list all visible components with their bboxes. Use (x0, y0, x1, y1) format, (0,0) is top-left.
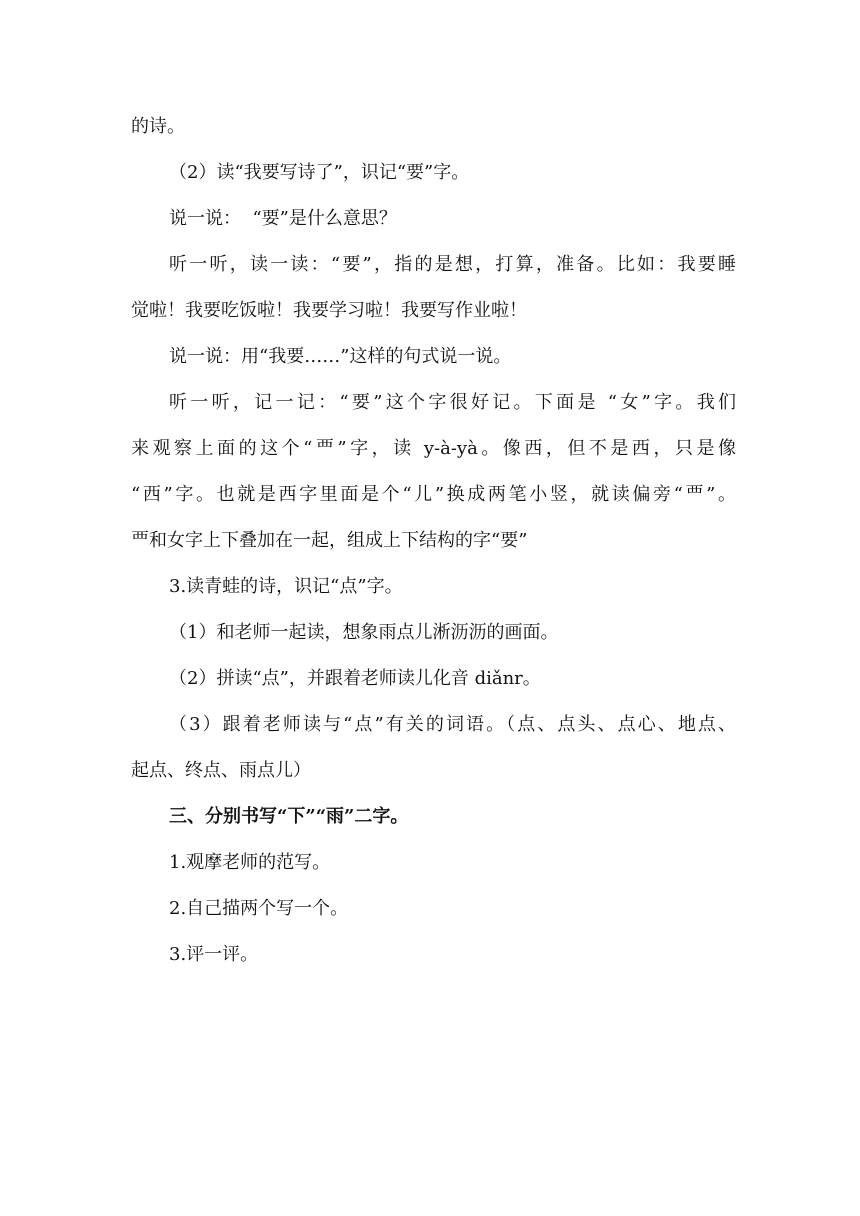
paragraph-line: （3）跟着老师读与“点”有关的词语。（点、点头、点心、地点、 (169, 714, 736, 735)
paragraph-line: “西”字。也就是西字里面是个“儿”换成两笔小竖，就读偏旁“覀”。 (131, 484, 736, 505)
paragraph-line: 说一说：用“我要……”这样的句式说一说。 (169, 346, 512, 367)
paragraph (131, 706, 736, 790)
paragraph-line: 2.自己描两个写一个。 (169, 898, 349, 919)
paragraph-line: 听一听，记一记：“要”这个字很好记。下面是 “女”字。我们 (169, 392, 736, 413)
paragraph-line: 3.读青蛙的诗，识记“点”字。 (169, 576, 403, 597)
paragraph-line: 觉啦！我要吃饭啦！我要学习啦！我要写作业啦！ (131, 300, 527, 321)
paragraph-line: 起点、终点、雨点儿） (131, 760, 311, 781)
paragraph-line: 1.观摩老师的范写。 (169, 852, 331, 873)
paragraph-line: 的诗。 (131, 116, 185, 137)
paragraph-line: 来观察上面的这个“覀”字，读 y-à-yà。像西，但不是西，只是像 (131, 438, 736, 459)
paragraph-line: 3.评一评。 (169, 944, 259, 965)
paragraph-line: （1）和老师一起读，想象雨点儿淅沥沥的画面。 (169, 622, 559, 643)
paragraph-line: （2）拼读“点”，并跟着老师读儿化音 diǎnr。 (169, 668, 541, 689)
paragraph-line: 听一听，读一读：“要”，指的是想，打算，准备。比如：我要睡 (169, 254, 736, 275)
section-heading: 三、分别书写“下”“雨”二字。 (169, 806, 409, 827)
paragraph-line: 说一说： “要”是什么意思？ (169, 208, 397, 229)
paragraph-line: 覀和女字上下叠加在一起，组成上下结构的字“要” (131, 530, 528, 551)
paragraph (131, 384, 736, 560)
document-page (131, 108, 736, 982)
paragraph-line: （2）读“我要写诗了”，识记“要”字。 (169, 162, 470, 183)
paragraph (131, 246, 736, 330)
